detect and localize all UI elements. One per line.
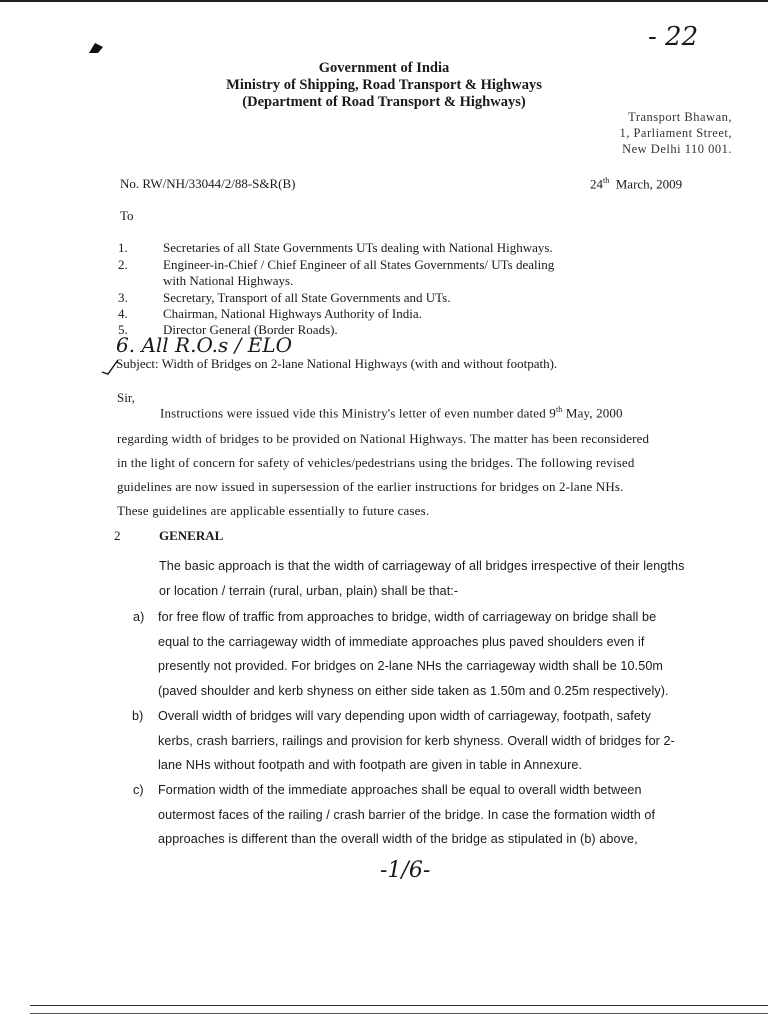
recipient-num-4: 4.	[118, 306, 128, 321]
point-b-line-2: kerbs, crash barriers, railings and provision for kerb shyness. Overall width of bridges for 2-	[158, 734, 675, 748]
reference-number: No. RW/NH/33044/2/88-S&R(B)	[120, 176, 296, 191]
intro-line-1	[160, 405, 623, 421]
point-c-line-1: Formation width of the immediate approaches shall be equal to overall width between	[158, 783, 642, 797]
point-b-line-1: Overall width of bridges will vary depending upon width of carriageway, footpath, safety	[158, 709, 651, 723]
point-c-line-3: approaches is different than the overall width of the bridge as stipulated in (b) above,	[158, 832, 638, 846]
date-month-year: March, 2009	[615, 176, 683, 192]
intro-date-suffix: th	[555, 405, 563, 414]
point-a-label: a)	[133, 610, 145, 624]
header-department: (Department of Road Transport & Highways)	[242, 94, 526, 110]
letter-date	[590, 176, 682, 192]
general-intro-line-1: The basic approach is that the width of carriageway of all bridges irrespective of their lengths	[159, 559, 685, 573]
point-a-line-4: (paved shoulder and kerb shyness on either side taken as 1.50m and 0.25m respectively).	[158, 684, 669, 698]
date-day: 24	[590, 176, 603, 192]
recipient-num-5: 5.	[118, 322, 128, 337]
bottom-border-line	[30, 1005, 768, 1007]
address-line-1: Transport Bhawan,	[628, 110, 732, 124]
recipient-text-4: Chairman, National Highways Authority of India.	[163, 306, 422, 321]
punch-mark-icon	[88, 42, 104, 54]
point-a-line-3: presently not provided. For bridges on 2-lane NHs the carriageway width shall be 10.50m	[158, 659, 664, 673]
intro-line-1-text: Instructions were issued vide this Ministry's letter of even number dated 9	[160, 405, 556, 421]
recipient-text-1: Secretaries of all State Governments UTs dealing with National Highways.	[163, 240, 553, 255]
salutation: Sir,	[117, 390, 135, 405]
header-ministry: Ministry of Shipping, Road Transport & Highways	[226, 77, 542, 93]
date-suffix: th	[603, 176, 610, 185]
recipient-text-3: Secretary, Transport of all State Governments and UTs.	[163, 290, 451, 305]
address-line-2: 1, Parliament Street,	[619, 126, 732, 140]
section-number: 2	[114, 528, 121, 543]
recipient-num-1: 1.	[118, 240, 128, 255]
header-government: Government of India	[318, 60, 450, 76]
point-b-label: b)	[132, 709, 144, 723]
top-border-line	[0, 0, 768, 2]
to-label: To	[120, 208, 134, 223]
point-c-line-2: outermost faces of the railing / crash barrier of the bridge. In case the formation width of	[158, 808, 656, 822]
recipient-num-2: 2.	[118, 257, 128, 272]
handwritten-page-mark: - 22	[648, 22, 699, 52]
recipient-text-5: Director General (Border Roads).	[163, 322, 338, 337]
point-b-line-3: lane NHs without footpath and with footpath are given in table in Annexure.	[158, 758, 583, 772]
intro-line-2: regarding width of bridges to be provided on National Highways. The matter has been reconsidered	[117, 431, 650, 446]
intro-line-3: in the light of concern for safety of vehicles/pedestrians using the bridges. The following revised	[117, 455, 635, 470]
handwritten-page-number: -1/6-	[380, 858, 431, 883]
recipient-text-2-cont: with National Highways.	[163, 273, 294, 288]
address-line-3: New Delhi 110 001.	[622, 142, 732, 156]
intro-line-4: guidelines are now issued in supersession of the earlier instructions for bridges on 2-lane NHs.	[117, 479, 624, 494]
point-a-line-1: for free flow of traffic from approaches to bridge, width of carriageway on bridge shall be	[158, 610, 657, 624]
bottom-border-line-2	[30, 1013, 768, 1015]
point-c-label: c)	[133, 783, 144, 797]
subject-line: Subject: Width of Bridges on 2-lane National Highways (with and without footpath).	[116, 356, 558, 371]
section-title: GENERAL	[159, 528, 224, 543]
intro-line-5: These guidelines are applicable essentially to future cases.	[117, 503, 430, 518]
intro-date-rest: May, 2000	[562, 405, 623, 421]
recipient-num-3: 3.	[118, 290, 128, 305]
point-a-line-2: equal to the carriageway width of immediate approaches plus paved shoulders even if	[158, 635, 645, 649]
handwritten-recipient-6: 6. All R.O.s / ELO	[116, 333, 293, 357]
recipient-text-2: Engineer-in-Chief / Chief Engineer of all States Governments/ UTs dealing	[163, 257, 555, 272]
general-intro-line-2: or location / terrain (rural, urban, plain) shall be that:-	[159, 584, 459, 598]
